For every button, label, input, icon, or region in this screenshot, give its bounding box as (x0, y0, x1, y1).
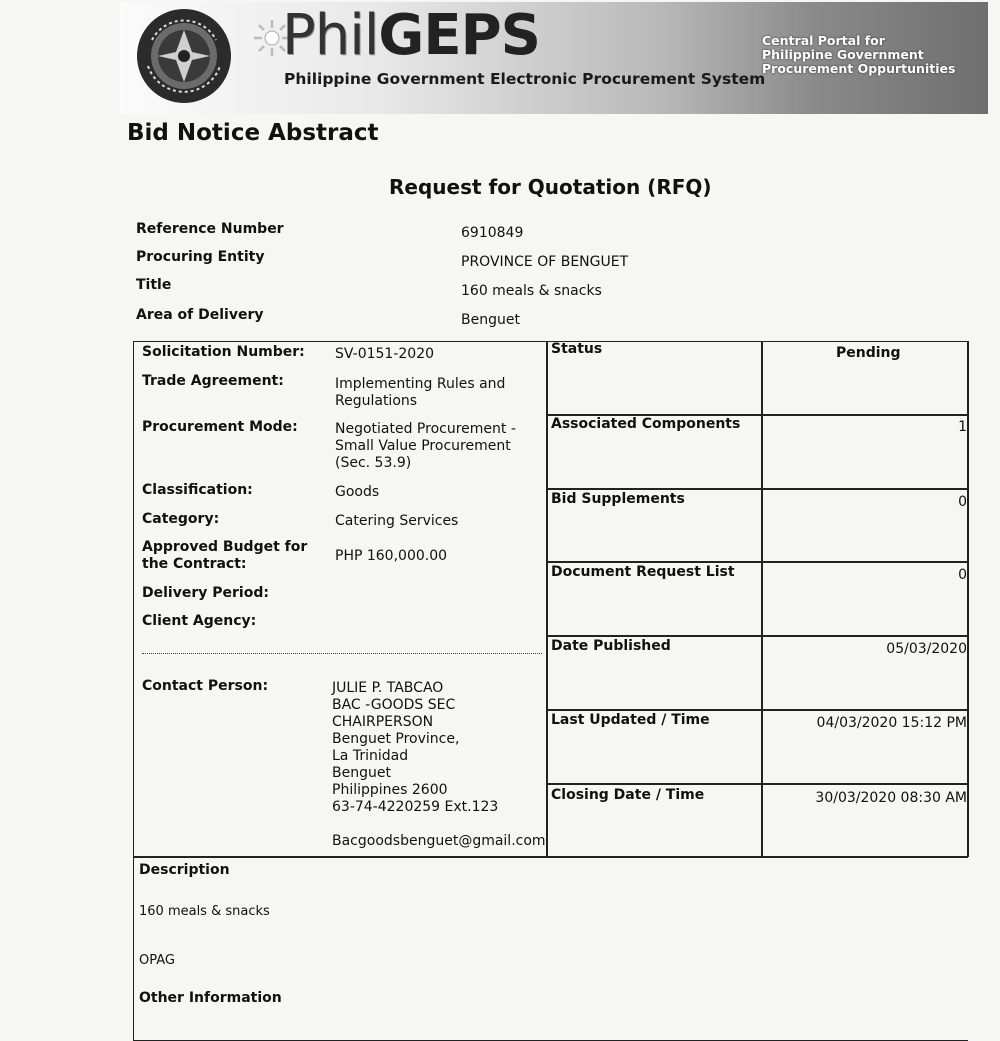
client-agency-label: Client Agency: (142, 613, 257, 629)
category-value: Catering Services (335, 513, 459, 529)
procurement-mode-value: Negotiated Procurement - Small Value Procurement (Sec. 53.9) (335, 421, 516, 471)
area-of-delivery-label: Area of Delivery (136, 307, 264, 323)
last-updated-label: Last Updated / Time (551, 712, 710, 728)
row-divider (546, 635, 968, 637)
title-label: Title (136, 277, 172, 293)
contact-person-label: Contact Person: (142, 678, 269, 694)
description-text: OPAG (139, 953, 175, 968)
bid-supplements-label: Bid Supplements (551, 491, 685, 507)
procuring-entity-label: Procuring Entity (136, 249, 265, 265)
closing-date-value: 30/03/2020 08:30 AM (815, 790, 967, 806)
procurement-mode-label: Procurement Mode: (142, 419, 298, 435)
classification-label: Classification: (142, 482, 253, 498)
associated-components-value: 1 (958, 419, 967, 435)
status-label: Status (551, 341, 603, 357)
approved-budget-label: Approved Budget for the Contract: (142, 539, 308, 572)
document-request-list-value: 0 (958, 567, 967, 583)
date-published-value: 05/03/2020 (886, 641, 967, 657)
brand-subtitle: Philippine Government Electronic Procurement System (284, 70, 766, 88)
classification-value: Goods (335, 484, 380, 500)
approved-budget-value: PHP 160,000.00 (335, 548, 448, 564)
solicitation-number-label: Solicitation Number: (142, 344, 305, 360)
portal-tagline: Central Portal for Philippine Government Procurement Oppurtunities (762, 33, 956, 76)
status-value: Pending (836, 345, 901, 361)
notice-type-heading: Request for Quotation (RFQ) (389, 175, 712, 199)
title-value: 160 meals & snacks (461, 283, 602, 299)
reference-number-value: 6910849 (461, 225, 524, 241)
document-request-list-label: Document Request List (551, 564, 735, 580)
column-divider (967, 341, 969, 857)
row-divider (546, 488, 968, 490)
column-divider (761, 341, 763, 857)
procuring-entity-value: PROVINCE OF BENGUET (461, 254, 629, 270)
trade-agreement-value: Implementing Rules and Regulations (335, 376, 506, 409)
brand-logo-text: PhilGEPS (282, 3, 540, 68)
page-title: Bid Notice Abstract (127, 120, 379, 146)
section-separator (142, 653, 542, 654)
row-divider (546, 561, 968, 563)
solicitation-number-value: SV-0151-2020 (335, 346, 435, 362)
other-information-heading: Other Information (139, 990, 282, 1006)
contact-person-details: JULIE P. TABCAO BAC -GOODS SEC CHAIRPERSON Benguet Province, La Trinidad Benguet Philippines 2600 63-74-4220259 Ext.123 (332, 680, 499, 815)
description-heading: Description (139, 862, 230, 878)
closing-date-label: Closing Date / Time (551, 787, 705, 803)
row-divider (546, 709, 968, 711)
last-updated-value: 04/03/2020 15:12 PM (816, 715, 967, 731)
trade-agreement-label: Trade Agreement: (142, 373, 284, 389)
description-text: 160 meals & snacks (139, 904, 270, 919)
delivery-period-label: Delivery Period: (142, 585, 269, 601)
row-divider (546, 783, 968, 785)
row-divider (133, 856, 968, 858)
column-divider (546, 341, 548, 857)
contact-email-link[interactable]: Bacgoodsbenguet@gmail.com (332, 833, 546, 849)
category-label: Category: (142, 511, 220, 527)
date-published-label: Date Published (551, 638, 671, 654)
associated-components-label: Associated Components (551, 416, 741, 432)
reference-number-label: Reference Number (136, 221, 284, 237)
philgeps-seal-icon (134, 6, 234, 106)
area-of-delivery-value: Benguet (461, 312, 520, 328)
header-banner (120, 2, 988, 114)
bid-supplements-value: 0 (958, 494, 967, 510)
